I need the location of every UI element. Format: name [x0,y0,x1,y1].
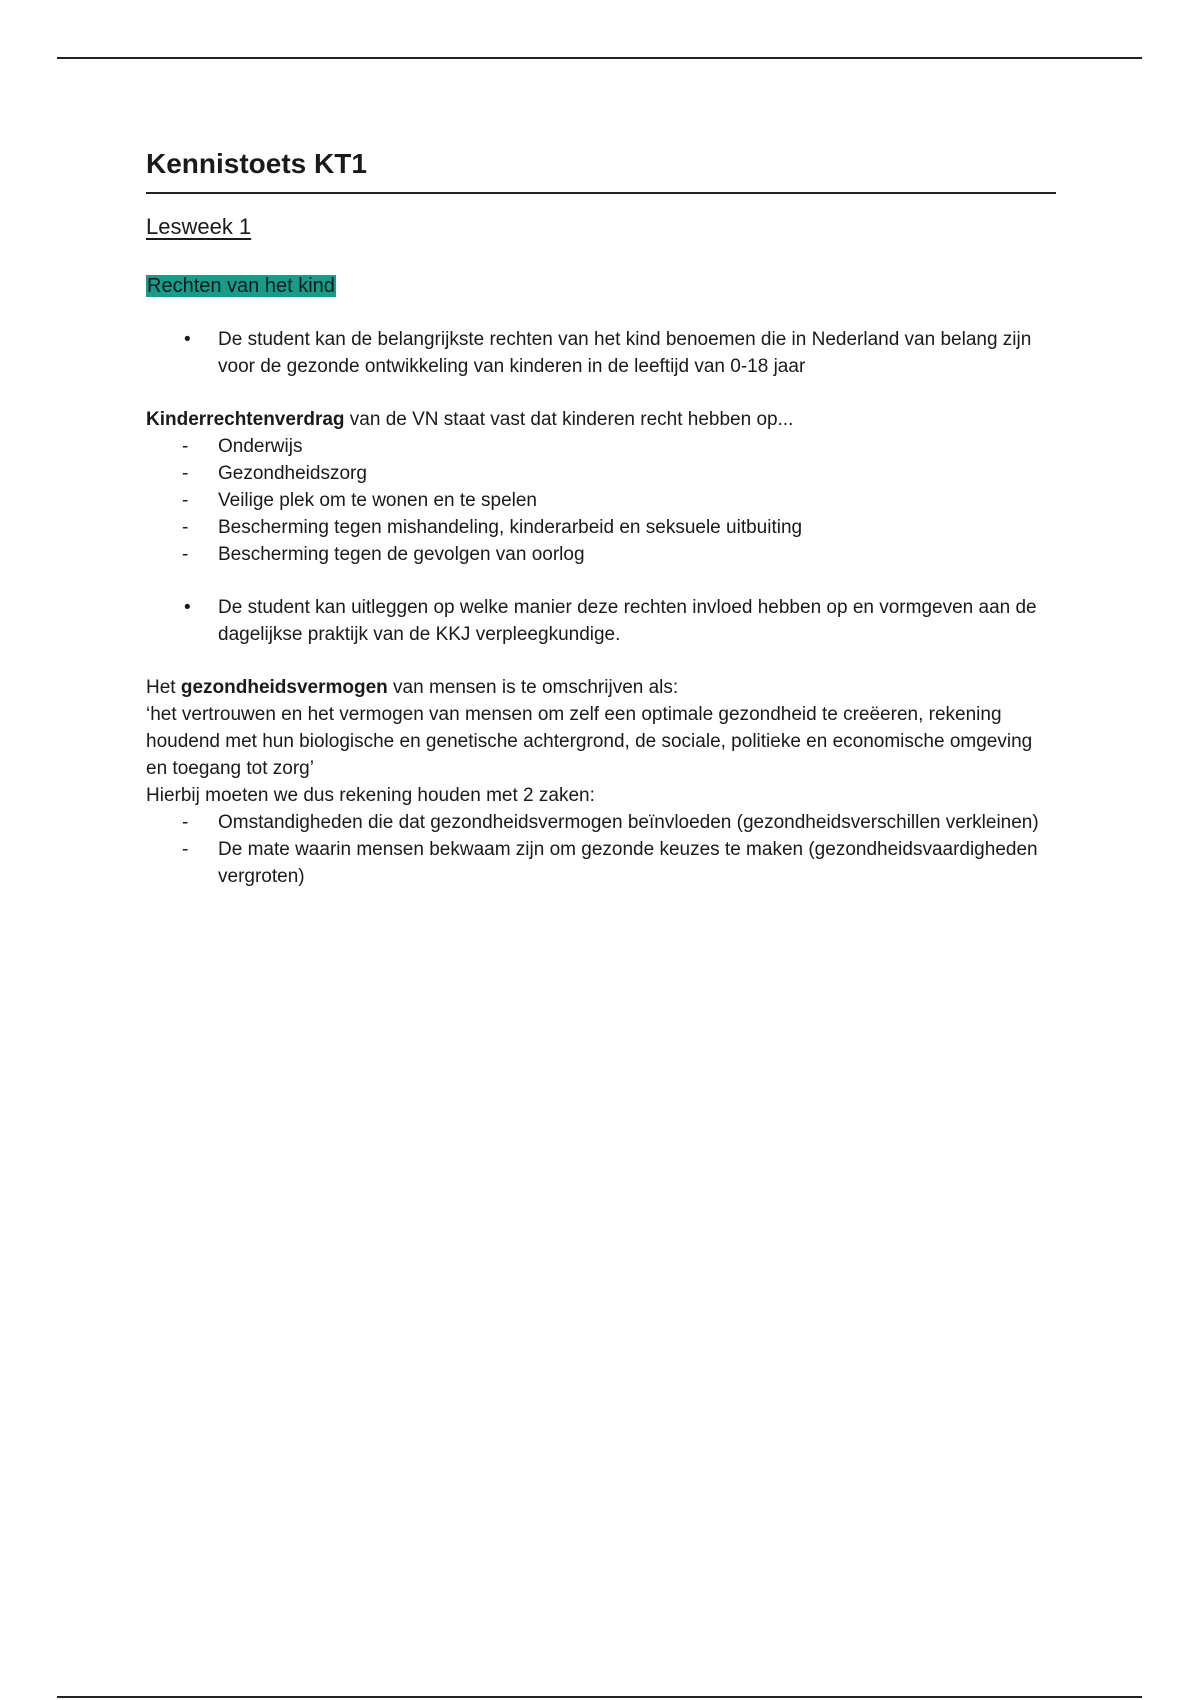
rights-intro-rest: van de VN staat vast dat kinderen recht hebben op... [344,409,794,430]
bullet-icon: • [184,597,191,618]
list-item [146,809,1056,836]
list-item-text: De mate waarin mensen bekwaam zijn om gezonde keuzes te maken (gezondheidsvaardigheden vergroten) [218,839,1038,887]
learning-goal-1-text: De student kan de belangrijkste rechten van het kind benoemen die in Nederland van belang zijn voor de gezonde ontwikkeling van kinderen in de leeftijd van 0-18 jaar [218,329,1032,377]
section-heading-highlight: Rechten van het kind [147,275,335,297]
factors-list [146,809,1056,890]
dash-icon: - [182,463,189,484]
document-body [146,146,1056,890]
list-item-text: Bescherming tegen de gevolgen van oorlog [218,544,585,565]
dash-icon: - [182,490,189,511]
list-item [146,487,1056,514]
list-item-text: Veilige plek om te wonen en te spelen [218,490,537,511]
learning-goal-1 [146,326,1056,380]
definition-quote: ‘het vertrouwen en het vermogen van mensen om zelf een optimale gezondheid te creëeren, rekening houdend met hun biologische en genetische achtergrond, de sociale, politieke en economische omgeving en toegang tot zorg’ [146,704,1033,779]
dash-icon: - [182,544,189,565]
dash-icon: - [182,839,189,860]
bullet-icon: • [184,329,191,350]
list-item [146,514,1056,541]
list-item [146,460,1056,487]
page-top-rule [57,57,1142,59]
list-item [146,836,1056,890]
health-capacity-rest: van mensen is te omschrijven als: [387,677,679,698]
page-bottom-rule [57,1696,1142,1698]
learning-goal-2-text: De student kan uitleggen op welke manier deze rechten invloed hebben op en vormgeven aan de dagelijkse praktijk van de KKJ verpleegkundige. [218,597,1037,645]
list-item-text: Onderwijs [218,436,303,457]
section-heading [146,272,1056,300]
dash-icon: - [182,812,189,833]
factors-intro: Hierbij moeten we dus rekening houden met 2 zaken: [146,785,595,806]
list-item [146,433,1056,460]
learning-goal-2 [146,594,1056,648]
rights-list [146,433,1056,568]
list-item-text: Omstandigheden die dat gezondheidsvermogen beïnvloeden (gezondheidsverschillen verkleinen) [218,812,1039,833]
rights-intro-bold: Kinderrechtenverdrag [146,409,345,430]
week-heading [146,212,1056,242]
week-heading-text: Lesweek 1 [146,214,252,239]
rights-intro [146,406,1056,433]
dash-icon: - [182,436,189,457]
dash-icon: - [182,517,189,538]
list-item-text: Bescherming tegen mishandeling, kinderarbeid en seksuele uitbuiting [218,517,803,538]
health-capacity-intro [146,674,1056,701]
health-capacity-bold: gezondheidsvermogen [180,677,388,698]
document-title: Kennistoets KT1 [146,146,1056,194]
list-item [146,541,1056,568]
health-capacity-prefix: Het [146,677,181,698]
list-item-text: Gezondheidszorg [218,463,367,484]
